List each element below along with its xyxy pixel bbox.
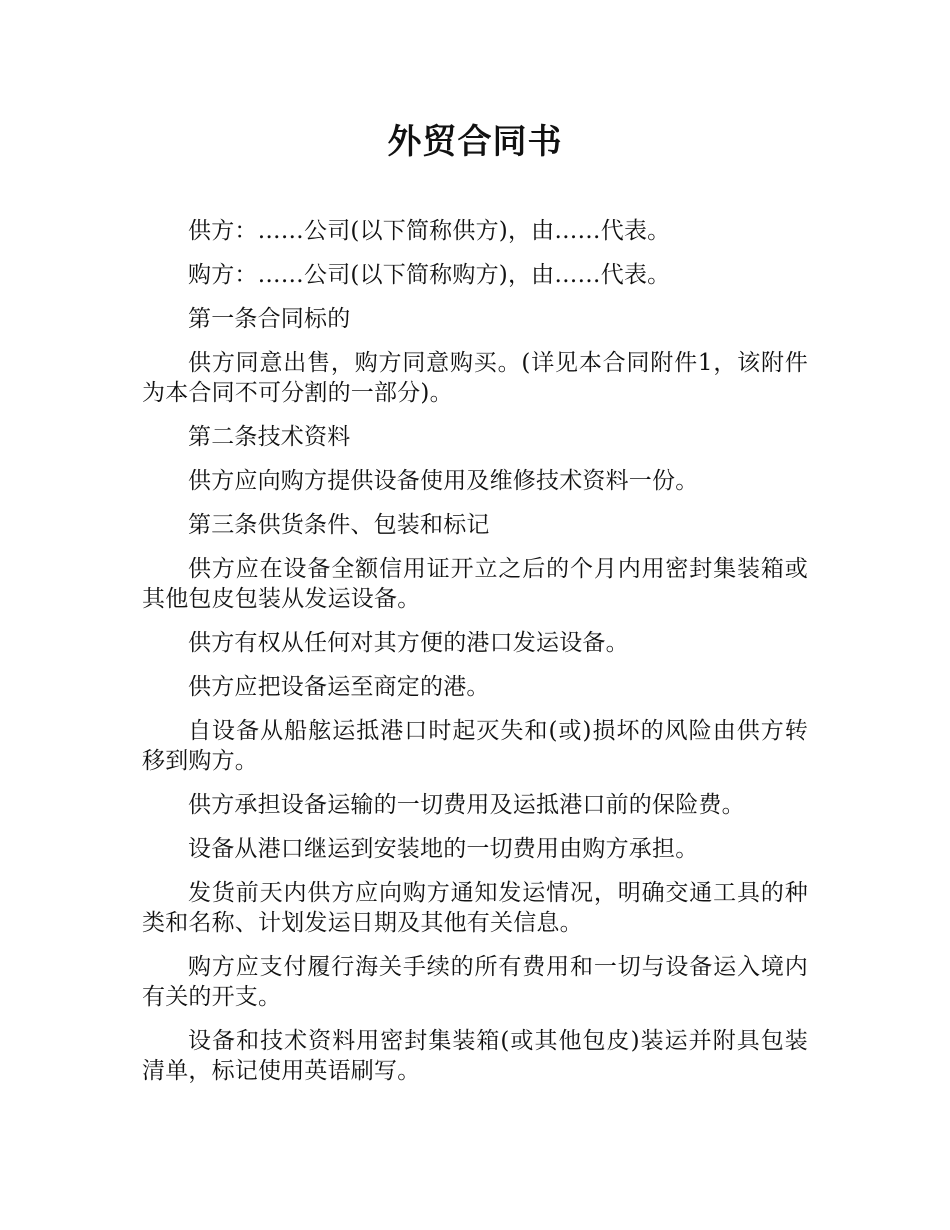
article-3-clause: 设备和技术资料用密封集装箱(或其他包皮)装运并附具包装清单，标记使用英语刷写。 bbox=[142, 1028, 808, 1084]
article-3-clause: 设备从港口继运到安装地的一切费用由购方承担。 bbox=[188, 836, 699, 862]
party-buyer-line: 购方：……公司(以下简称购方)，由……代表。 bbox=[188, 262, 671, 288]
article-2-heading: 第二条技术资料 bbox=[188, 424, 351, 450]
article-3-clause: 供方有权从任何对其方便的港口发运设备。 bbox=[188, 630, 629, 656]
article-2-text: 供方应向购方提供设备使用及维修技术资料一份。 bbox=[188, 468, 699, 494]
article-3-clause: 供方应把设备运至商定的港。 bbox=[188, 674, 490, 700]
document-title: 外贸合同书 bbox=[387, 122, 563, 162]
article-1-heading: 第一条合同标的 bbox=[188, 306, 351, 332]
contract-body bbox=[142, 216, 808, 1086]
article-3-clause: 供方应在设备全额信用证开立之后的个月内用密封集装箱或其他包皮包装从发运设备。 bbox=[142, 556, 808, 612]
article-3-clause: 发货前天内供方应向购方通知发运情况，明确交通工具的种类和名称、计划发运日期及其他有关信息。 bbox=[142, 880, 808, 936]
article-3-clause: 自设备从船舷运抵港口时起灭失和(或)损坏的风险由供方转移到购方。 bbox=[142, 718, 808, 774]
article-1-text: 供方同意出售，购方同意购买。(详见本合同附件1，该附件为本合同不可分割的一部分)。 bbox=[142, 350, 808, 406]
article-3-clause: 供方承担设备运输的一切费用及运抵港口前的保险费。 bbox=[188, 792, 745, 818]
article-3-heading: 第三条供货条件、包装和标记 bbox=[188, 512, 490, 538]
party-supplier-line: 供方：……公司(以下简称供方)，由……代表。 bbox=[188, 218, 671, 244]
article-3-clause: 购方应支付履行海关手续的所有费用和一切与设备运入境内有关的开支。 bbox=[142, 954, 808, 1010]
